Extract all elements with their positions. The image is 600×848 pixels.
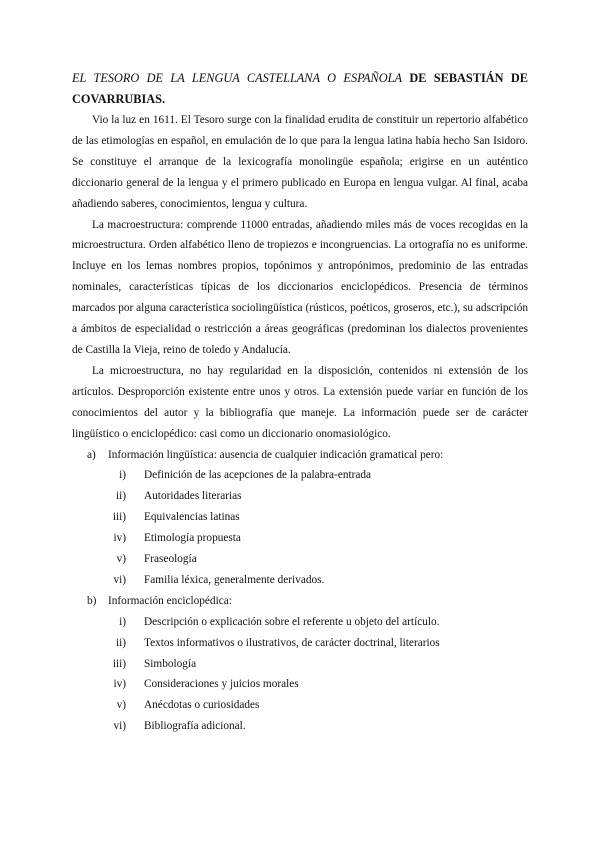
list-item-label: Información enciclopédica: [108, 594, 232, 607]
list-item [72, 445, 528, 591]
sublist-marker: iv) [113, 532, 126, 545]
paragraph-microestructura: La microestructura, no hay regularidad en la disposición, contenidos ni extensión de los artículos. Desproporción existente entre unos y otros. La extensión puede variar en función de los conocimientos del autor y la bibliografía que maneje. La información puede ser de carácter lingüístico o enciclopédico: casi como un diccionario onomasiológico. [72, 364, 528, 440]
document-body [72, 68, 528, 737]
sublist-text: Etimología propuesta [144, 532, 241, 545]
sublist-item [72, 528, 528, 549]
sublist-text: Bibliografía adicional. [144, 720, 246, 733]
sublist-item [72, 654, 528, 675]
sublist-text: Textos informativos o ilustrativos, de carácter doctrinal, literarios [144, 636, 440, 649]
sublist-marker: ii) [115, 490, 126, 503]
sublist-marker: iii) [112, 511, 126, 524]
paragraph-macroestructura: La macroestructura: comprende 11000 entradas, añadiendo miles más de voces recogidas en la microestructura. Orden alfabético lleno de tropiezos e incongruencias. La ortografía no es uniforme. Incluye en los lemas nombres propios, topónimos y antropónimos, predominio de las entradas nominales, características típicas de los diccionarios enciclopédicos. Presencia de términos marcados por alguna característica sociolingüística (rústicos, poéticos, groseros, etc.), su adscripción a ámbitos de especialidad o restricción a áreas geográficas (predominan los dialectos provenientes de Castilla la Vieja, reino de toledo y Andalucía. [72, 218, 528, 356]
sublist-item [72, 570, 528, 591]
sublist-text: Descripción o explicación sobre el referente u objeto del artículo. [144, 615, 440, 628]
sublist-item [72, 465, 528, 486]
list-item [72, 591, 528, 737]
sublist-marker: v) [116, 699, 126, 712]
sublist-marker: iv) [113, 678, 126, 691]
information-list [72, 445, 528, 738]
sublist-marker: i) [119, 615, 126, 628]
paragraph-intro: Vio la luz en 1611. El Tesoro surge con la finalidad erudita de constituir un repertorio alfabético de las etimologías en español, en emulación de lo que para la lengua latina había hecho San Isidoro. Se constituye el arranque de la lexicografía monolingüe española; erigirse en un auténtico diccionario general de la lengua y el primero publicado en Europa en lengua vulgar. Al final, acaba añadiendo saberes, conocimientos, lengua y cultura. [72, 114, 528, 210]
list-marker: b) [87, 594, 97, 607]
sublist-text: Fraseología [144, 553, 197, 566]
sublist-marker: ii) [115, 636, 126, 649]
sublist [72, 465, 528, 590]
sublist-marker: v) [116, 553, 126, 566]
title-author: DE SEBASTIÁN DE COVARRUBIAS. [72, 71, 528, 106]
sublist-item [72, 507, 528, 528]
document-title [72, 68, 528, 110]
sublist-text: Anécdotas o curiosidades [144, 699, 260, 712]
sublist-item [72, 633, 528, 654]
title-work: EL TESORO DE LA LENGUA CASTELLANA O ESPAÑOLA [72, 71, 402, 85]
sublist-item [72, 486, 528, 507]
list-marker: a) [87, 448, 96, 461]
sublist-marker: vi) [113, 720, 126, 733]
sublist-text: Autoridades literarias [144, 490, 242, 503]
sublist-item [72, 695, 528, 716]
sublist-text: Familia léxica, generalmente derivados. [144, 573, 325, 586]
sublist [72, 612, 528, 737]
sublist-text: Consideraciones y juicios morales [144, 678, 299, 691]
sublist-marker: i) [119, 469, 126, 482]
sublist-text: Equivalencias latinas [144, 511, 240, 524]
sublist-marker: vi) [113, 573, 126, 586]
sublist-item [72, 612, 528, 633]
sublist-text: Definición de las acepciones de la palabra-entrada [144, 469, 372, 482]
sublist-marker: iii) [112, 657, 126, 670]
list-item-label: Información lingüística: ausencia de cualquier indicación gramatical pero: [108, 448, 444, 461]
sublist-text: Simbología [144, 657, 197, 670]
sublist-item [72, 674, 528, 695]
sublist-item [72, 716, 528, 737]
sublist-item [72, 549, 528, 570]
